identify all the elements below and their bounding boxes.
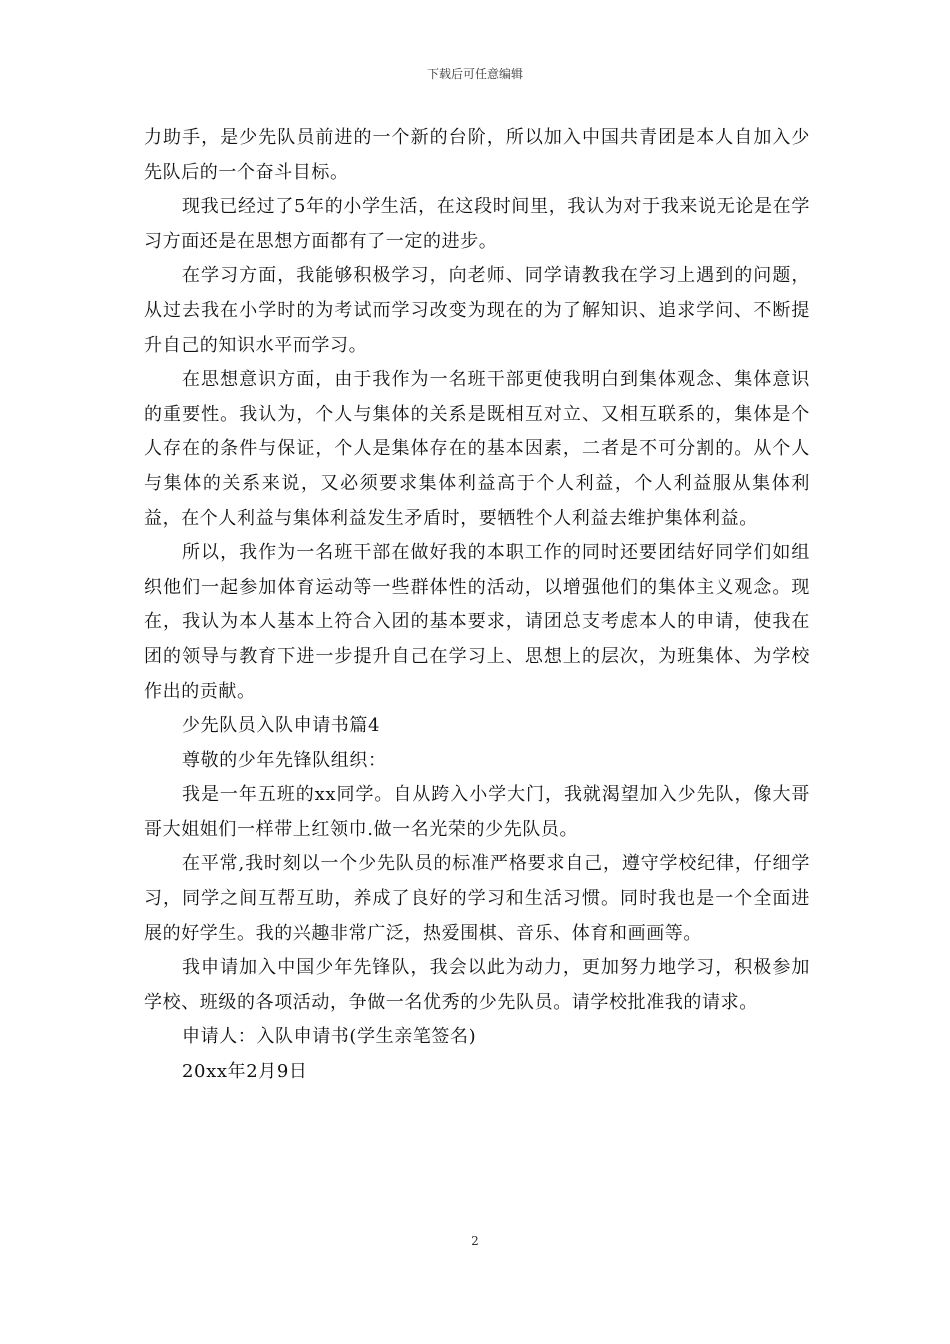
paragraph: 力助手，是少先队员前进的一个新的台阶，所以加入中国共青团是本人自加入少先队后的一个奋斗目标。 [144,127,810,183]
paragraph: 在思想意识方面，由于我作为一名班干部更使我明白到集体观念、集体意识的重要性。我认为，个人与集体的关系是既相互对立、又相互联系的，集体是个人存在的条件与保证，个人是集体存在的基本因素，二者是不可分割的。从个人与集体的关系来说，又必须要求集体利益高于个人利益，个人利益服从集体利益，在个人利益与集体利益发生矛盾时，要牺牲个人利益去维护集体利益。 [144,369,810,529]
paragraph: 现我已经过了5年的小学生活，在这段时间里，我认为对于我来说无论是在学习方面还是在思想方面都有了一定的进步。 [144,196,810,252]
paragraph: 我是一年五班的xx同学。自从跨入小学大门，我就渴望加入少先队，像大哥哥大姐姐们一样带上红领巾.做一名光荣的少先队员。 [144,784,810,840]
document-body [144,121,810,1090]
paragraph: 所以，我作为一名班干部在做好我的本职工作的同时还要团结好同学们如组织他们一起参加体育运动等一些群体性的活动，以增强他们的集体主义观念。现在，我认为本人基本上符合入团的基本要求，请团总支考虑本人的申请，使我在团的领导与教育下进一步提升自己在学习上、思想上的层次，为班集体、为学校作出的贡献。 [144,542,810,702]
page-number: 2 [471,1234,479,1248]
date-line: 20xx年2月9日 [182,1061,308,1083]
paragraph: 在平常,我时刻以一个少先队员的标准严格要求自己，遵守学校纪律，仔细学习，同学之间互帮互助，养成了良好的学习和生活习惯。同时我也是一个全面进展的好学生。我的兴趣非常广泛，热爱围棋、音乐、体育和画画等。 [144,853,810,944]
section-title: 少先队员入队申请书篇4 [182,715,381,737]
page-header-note: 下载后可任意编辑 [426,67,523,81]
salutation: 尊敬的少年先锋队组织： [182,749,387,771]
paragraph: 在学习方面，我能够积极学习，向老师、同学请教我在学习上遇到的问题，从过去我在小学时的为考试而学习改变为现在的为了解知识、追求学问、不断提升自己的知识水平而学习。 [144,265,810,356]
paragraph: 我申请加入中国少年先锋队，我会以此为动力，更加努力地学习，积极参加学校、班级的各项活动，争做一名优秀的少先队员。请学校批准我的请求。 [144,957,810,1013]
signature-line: 申请人：入队申请书(学生亲笔签名) [182,1026,477,1048]
